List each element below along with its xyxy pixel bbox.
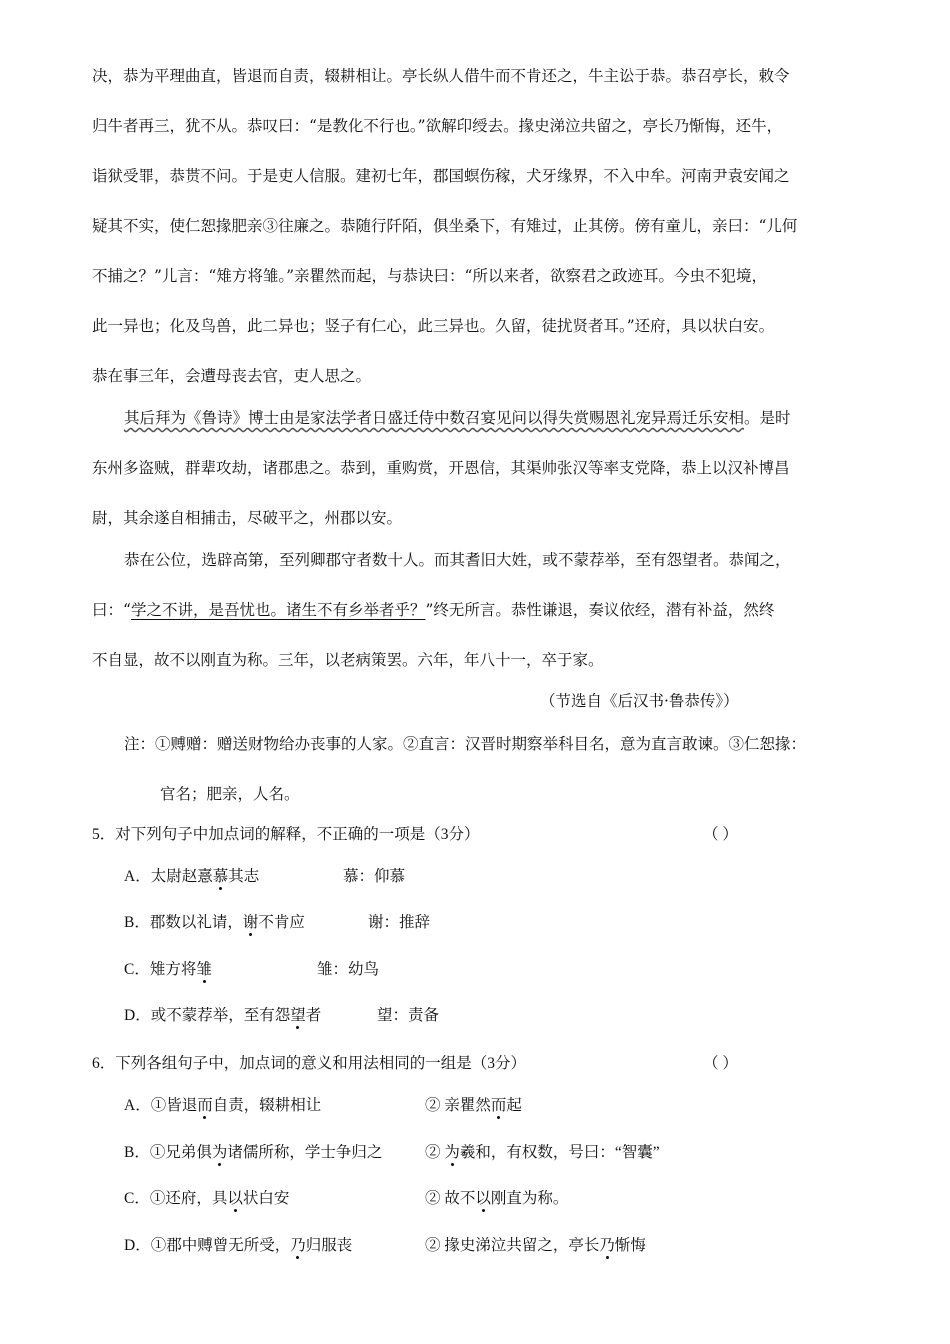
dotted-word: 雏 <box>196 961 212 978</box>
passage-p2-line-1 <box>124 406 894 428</box>
q5-option-d-gloss: 望：责备 <box>377 1007 440 1024</box>
dotted-word: 慕 <box>212 868 229 885</box>
q5-stem: 5．对下列句子中加点词的解释，不正确的一项是（3分） <box>92 826 480 843</box>
passage-line-5: 不捕之？”儿言：“雉方将雏。”亲瞿然而起，与恭诀曰：“所以来者，欲察君之政迹耳。今虫不犯境， <box>92 267 767 285</box>
passage-p3-line-3: 不自显，故不以刚直为称。三年，以老病策罢。六年，年八十一，卒于家。 <box>92 651 604 669</box>
q5-option-a: A．太尉赵憙慕其志 <box>124 868 260 885</box>
dotted-word: 谢 <box>242 914 259 931</box>
q5-option-b: B．郡数以礼请，谢不肯应 <box>124 914 305 931</box>
wavy-underlined-sentence: 其后拜为《鲁诗》博士由是家法学者日盛迁侍中数召宴见问以得失赏赐恩礼宠异焉迁乐安相 <box>124 409 745 427</box>
note-line-1: 注：①赙赠：赠送财物给办丧事的人家。②直言：汉晋时期察举科目名，意为直言敢谏。③仁恕掾： <box>124 735 807 753</box>
q5-option-a-gloss: 慕：仰慕 <box>343 868 406 885</box>
p3-line2-post: ”终无所言。恭性谦退，奏议依经，潜有补益，然终 <box>425 601 775 619</box>
q5-option-c-gloss: 雏：幼鸟 <box>317 961 380 978</box>
q6-stem: 6．下列各组句子中，加点词的意义和用法相同的一组是（3分） <box>92 1055 527 1072</box>
q5-option-c: C．雉方将雏 <box>124 961 212 978</box>
dotted-word: 以 <box>227 1190 243 1207</box>
passage-p2-line-2: 东州多盗贼，群辈攻劫，诸郡患之。恭到，重购赏，开恩信，其渠帅张汉等率支党降，恭上以汉补博昌 <box>92 459 790 477</box>
q6-option-b: B．①兄弟俱为诸儒所称，学士争归之 <box>124 1144 383 1161</box>
q6-answer-paren: （ ） <box>703 1055 738 1072</box>
passage-line-2: 归牛者再三，犹不从。恭叹曰：“是教化不行也。”欲解印绶去。掾史涕泣共留之，亭长乃惭悔，还牛， <box>92 117 783 135</box>
dotted-word: 乃 <box>599 1237 615 1254</box>
dotted-word: 乃 <box>290 1237 306 1254</box>
dotted-word: 而 <box>197 1097 213 1114</box>
note-line-2: 官名；肥亲，人名。 <box>160 785 300 803</box>
passage-line-6: 此一异也；化及鸟兽，此二异也；竖子有仁心，此三异也。久留，徒扰贤者耳。”还府，具以状白安。 <box>92 317 775 335</box>
dotted-word: 而 <box>490 1097 507 1114</box>
p2-tail: 。是时 <box>744 409 791 427</box>
dotted-word: 望 <box>290 1007 306 1024</box>
q6-option-d: D．①郡中赙曾无所受，乃归服丧 <box>124 1237 353 1254</box>
dotted-word: 以 <box>475 1190 491 1207</box>
q5-answer-paren: （ ） <box>703 826 738 843</box>
dotted-word: 为 <box>211 1144 228 1161</box>
q6-option-c: C．①还府，具以状白安 <box>124 1190 290 1207</box>
passage-line-1: 决，恭为平理曲直，皆退而自责，辍耕相让。亭长纵人借牛而不肯还之，牛主讼于恭。恭召亭长，敕令 <box>92 67 790 85</box>
q6-option-d-sentence-2: ② 掾史涕泣共留之，亭长乃惭悔 <box>425 1237 646 1254</box>
q5-option-d: D．或不蒙荐举，至有怨望者 <box>124 1007 322 1024</box>
passage-line-4: 疑其不实，使仁恕掾肥亲③往廉之。恭随行阡陌，俱坐桑下，有雉过，止其傍。傍有童儿，亲曰：“儿何 <box>92 217 798 235</box>
q5-option-b-gloss: 谢：推辞 <box>368 914 431 931</box>
q6-option-c-sentence-2: ② 故不以刚直为称。 <box>425 1190 569 1207</box>
quote-open: 曰：“ <box>92 601 131 619</box>
q6-option-b-sentence-2: ② 为羲和，有权数，号曰：“智囊” <box>425 1144 660 1161</box>
passage-line-3: 诣狱受罪，恭贳不问。于是吏人信服。建初七年，郡国螟伤稼，犬牙缘界，不入中牟。河南尹袁安闻之 <box>92 167 790 185</box>
passage-p3-line-2 <box>92 598 862 620</box>
passage-p2-line-3: 尉，其余遂自相捕击，尽破平之，州郡以安。 <box>92 509 403 527</box>
source-citation: （节选自《后汉书·鲁恭传》） <box>540 692 739 710</box>
q6-option-a-sentence-2: ② 亲瞿然而起 <box>425 1097 522 1114</box>
q6-option-a: A．①皆退而自责，辍耕相让 <box>124 1097 322 1114</box>
underlined-sentence: 学之不讲，是吾忧也。诸生不有乡举者乎？ <box>130 601 426 619</box>
dotted-word: 为 <box>444 1144 460 1161</box>
passage-p3-line-1: 恭在公位，选辟高第，至列卿郡守者数十人。而其耆旧大姓，或不蒙荐举，至有怨望者。恭闻之， <box>124 551 791 569</box>
passage-line-7: 恭在事三年，会遭母丧去官，吏人思之。 <box>92 367 372 385</box>
